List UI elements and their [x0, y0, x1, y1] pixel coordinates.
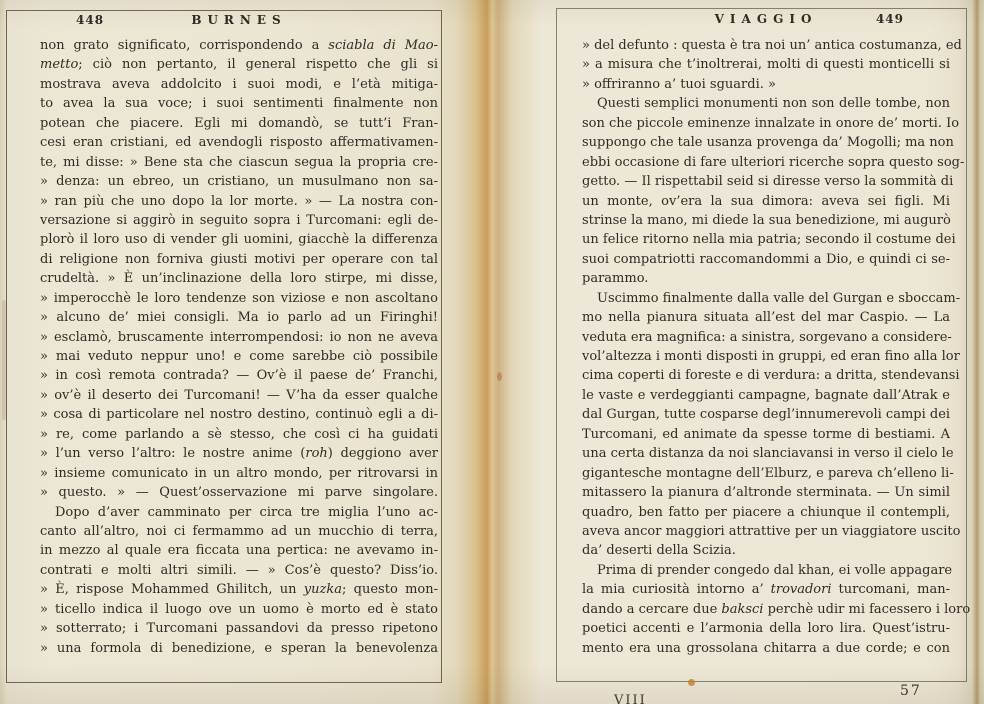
text-line: » È, rispose Mohammed Ghilitch, un yuzka; questo mon- [40, 582, 438, 598]
text-line: suoi compatriotti raccomandommi a Dio, e quindi ci se- [582, 251, 950, 267]
text-line: » sotterrato; i Turcomani passandovi da presso ripetono [40, 621, 438, 637]
left-page-number: 448 [76, 13, 105, 27]
text-line: strinse la mano, mi diede la sua benedizione, mi augurò [582, 212, 951, 228]
text-line: » una formola di benedizione, e speran la benevolenza [40, 640, 438, 656]
text-line: » in così remota contrada? — Ov’è il paese de’ Franchi, [40, 368, 438, 384]
text-line: cesi eran cristiani, ed avendogli risposto affermativamen- [40, 135, 438, 151]
text-line: quadro, ben fatto per piacere a chiunque il contempli, [582, 504, 950, 520]
text-line: vol’altezza i monti disposti in gruppi, ed eran fino alla lor [582, 349, 960, 364]
text-line: » esclamò, bruscamente interrompendosi: io non ne aveva [40, 329, 438, 345]
text-line: canto all’altro, noi ci fermammo ad un mucchio di terra, [40, 523, 438, 539]
text-line: » re, come parlando a sè stesso, che così ci ha guidati [40, 426, 438, 442]
text-line: mitassero la pianura d’altronde sterminata. — Un simil [582, 485, 950, 501]
left-running-head: BURNES [191, 13, 287, 27]
text-line: da’ deserti della Scizia. [582, 543, 736, 559]
text-line: » ov’è il deserto dei Turcomani! — V’ha da esser qualche [40, 387, 438, 403]
stain [2, 300, 6, 420]
text-line: dando a cercare due baksci perchè udir mi facessero i loro [582, 601, 971, 617]
text-line: la mia curiosità intorno a’ trovadori turcomani, man- [582, 582, 950, 598]
text-line: suppongo che tale usanza provenga da’ Mogolli; ma non [582, 135, 954, 151]
stain [688, 679, 695, 686]
text-line: poetici accenti e l’armonia della loro lira. Quest’istru- [582, 621, 950, 637]
text-line: mento era una grossolana chitarra a due corde; e con [582, 640, 950, 656]
text-line: gigantesche montagne dell’Elburz, e pareva ch’elleno li- [582, 465, 954, 481]
text-line: contrati e molti altri simili. — » Cos’è questo? Diss’io. [40, 562, 438, 578]
text-line: » offriranno a’ tuoi sguardi. » [582, 76, 776, 92]
text-line: cima coperti di foreste e di verdura: a dritta, stendevansi [582, 368, 960, 384]
text-line: veduta era magnifica: a sinistra, sorgevano a considere- [582, 329, 952, 345]
right-running-header [582, 12, 950, 26]
text-line: » mai veduto neppur uno! e come sarebbe ciò possibile [40, 349, 438, 364]
text-line: mo nella pianura situata all’est del mar Caspio. — La [582, 310, 950, 326]
text-line: in mezzo al quale era ficcata una pertica: ne avevamo in- [40, 543, 438, 559]
text-line: dal Gurgan, tutte cosparse degl’innumerevoli campi dei [582, 407, 951, 423]
right-page-body-text [582, 36, 971, 658]
text-line: Prima di prender congedo dal khan, ei volle appagare [597, 562, 953, 578]
text-line: versazione si aggirò in seguito sopra i Turcomani: egli de- [40, 212, 438, 228]
text-line: le vaste e verdeggianti campagne, bagnate dall’Atrak e [582, 387, 950, 403]
left-page-body-text [40, 36, 438, 658]
text-line: Turcomani, ed animate da spesse torme di bestiami. A [582, 426, 950, 442]
text-line: ebbi occasione di fare ulteriori ricerche sopra questo sog- [582, 154, 965, 170]
text-line: Dopo d’aver camminato per circa tre miglia l’uno ac- [55, 504, 438, 520]
right-running-head: VIAGGIO [714, 12, 818, 26]
stain [497, 372, 502, 381]
text-line: Uscimmo finalmente dalla valle del Gurgan e sboccam- [597, 290, 961, 306]
text-line: » ran più che uno dopo la lor morte. » — La nostra con- [40, 193, 438, 209]
text-line: non grato significato, corrispondendo a sciabla di Mao- [40, 38, 439, 53]
footer-page-number: 57 [900, 683, 922, 699]
text-line: to avea la sua voce; i suoi sentimenti finalmente non [40, 96, 438, 112]
text-line: di religione non forniva giusti motivi per operare con tal [40, 251, 438, 267]
text-line: » cosa di particolare nel nostro destino, continuò egli a di- [40, 407, 438, 423]
text-line: » l’un verso l’altro: le nostre anime (roh) deggiono aver [40, 446, 438, 462]
text-line: » ticello indica il luogo ove un uomo è morto ed è stato [40, 601, 438, 617]
text-line: » denza: un ebreo, un cristiano, un musulmano non sa- [40, 174, 438, 190]
text-line: un felice ritorno nella mia patria; secondo il costume dei [582, 232, 956, 248]
text-line: Questi semplici monumenti non son delle tombe, non [597, 96, 950, 112]
text-line: son che piccole eminenze innalzate in onore de’ morti. Io [582, 115, 960, 131]
text-line: te, mi disse: » Bene sta che ciascun segua la propria cre- [40, 154, 438, 170]
right-page-number: 449 [875, 12, 904, 26]
text-line: » insieme comunicato in un altro mondo, per ritrovarsi in [40, 465, 438, 481]
text-line: » imperocchè le loro tendenze son viziose e non ascoltano [40, 290, 438, 306]
text-line: parammo. [582, 271, 649, 287]
text-line: getto. — Il rispettabil seid si diresse verso la sommità di [582, 174, 954, 190]
text-line: crudeltà. » È un’inclinazione della loro stirpe, mi disse, [40, 271, 438, 287]
text-line: » alcuno de’ miei consigli. Ma io parlo ad un Firinghi! [40, 310, 438, 326]
text-line: mostrava aveva addolcito i suoi modi, e l’età mitiga- [40, 76, 438, 92]
text-line: plorò il loro uso di vender gli uomini, giacchè la differenza [40, 232, 438, 248]
text-line: » del defunto : questa è tra noi un’ antica costumanza, ed [582, 38, 962, 53]
right-page [492, 0, 984, 704]
signature-mark: VIII [614, 693, 647, 704]
text-line: » questo. » — Quest’osservazione mi parve singolare. [40, 485, 438, 501]
left-running-header [40, 13, 438, 27]
text-line: una certa distanza da noi slanciavansi in verso il cielo le [582, 446, 954, 462]
text-line: aveva ancor maggiori attrattive per un viaggiatore uscito [582, 523, 961, 539]
text-line: metto; ciò non pertanto, il general rispetto che gli si [40, 57, 438, 73]
text-line: potean che piacere. Egli mi domandò, se tutt’i Fran- [40, 115, 438, 131]
text-line: » a misura che t’inoltrerai, molti di questi monticelli si [582, 57, 950, 73]
text-line: un monte, ov’era la sua dimora: aveva sei figli. Mi [582, 193, 950, 209]
